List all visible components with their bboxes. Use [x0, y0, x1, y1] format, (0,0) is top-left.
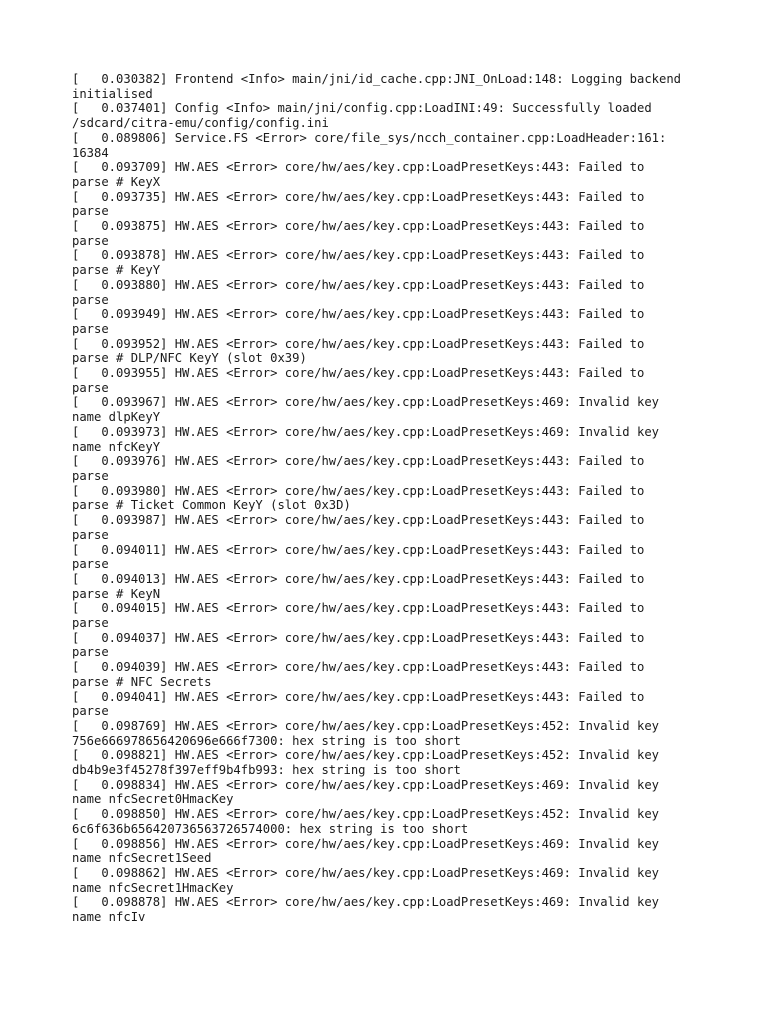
log-entry: [ 0.094041] HW.AES <Error> core/hw/aes/key.cpp:LoadPresetKeys:443: Failed to parse: [72, 689, 645, 719]
log-entry: [ 0.094013] HW.AES <Error> core/hw/aes/key.cpp:LoadPresetKeys:443: Failed to parse # KeyN: [72, 571, 645, 601]
log-entry: [ 0.093973] HW.AES <Error> core/hw/aes/key.cpp:LoadPresetKeys:469: Invalid key name nfcKeyY: [72, 424, 659, 454]
log-entry: [ 0.093976] HW.AES <Error> core/hw/aes/key.cpp:LoadPresetKeys:443: Failed to parse: [72, 454, 645, 483]
log-entry: [ 0.093875] HW.AES <Error> core/hw/aes/key.cpp:LoadPresetKeys:443: Failed to parse: [72, 219, 645, 248]
log-entry: [ 0.098862] HW.AES <Error> core/hw/aes/key.cpp:LoadPresetKeys:469: Invalid key name nfcSecret1HmacKey: [72, 865, 659, 895]
log-entry: [ 0.093709] HW.AES <Error> core/hw/aes/key.cpp:LoadPresetKeys:443: Failed to parse # KeyX: [72, 160, 645, 189]
log-entry: [ 0.093880] HW.AES <Error> core/hw/aes/key.cpp:LoadPresetKeys:443: Failed to parse: [72, 277, 645, 307]
log-entry: [ 0.093967] HW.AES <Error> core/hw/aes/key.cpp:LoadPresetKeys:469: Invalid key name dlpKeyY: [72, 395, 659, 425]
log-entry: [ 0.098821] HW.AES <Error> core/hw/aes/key.cpp:LoadPresetKeys:452: Invalid key db4b9e3f45278f397eff9b4fb993: hex string is too short: [72, 748, 659, 778]
log-entry: [ 0.098878] HW.AES <Error> core/hw/aes/key.cpp:LoadPresetKeys:469: Invalid key name nfcIv: [72, 895, 659, 925]
log-entry: [ 0.098769] HW.AES <Error> core/hw/aes/key.cpp:LoadPresetKeys:452: Invalid key 756e666978656420696e666f7300: hex string is too short: [72, 718, 659, 748]
log-entry: [ 0.089806] Service.FS <Error> core/file_sys/ncch_container.cpp:LoadHeader:161: 16384: [72, 130, 667, 160]
log-entry: [ 0.093949] HW.AES <Error> core/hw/aes/key.cpp:LoadPresetKeys:443: Failed to parse: [72, 307, 645, 336]
log-entry: [ 0.093952] HW.AES <Error> core/hw/aes/key.cpp:LoadPresetKeys:443: Failed to parse # DLP/NFC KeyY (slot 0x39): [72, 336, 645, 366]
log-entry: [ 0.094037] HW.AES <Error> core/hw/aes/key.cpp:LoadPresetKeys:443: Failed to parse: [72, 630, 645, 660]
log-entry: [ 0.093980] HW.AES <Error> core/hw/aes/key.cpp:LoadPresetKeys:443: Failed to parse # Ticket Common KeyY (slot 0x3D): [72, 483, 645, 513]
log-entry: [ 0.098834] HW.AES <Error> core/hw/aes/key.cpp:LoadPresetKeys:469: Invalid key name nfcSecret0HmacKey: [72, 777, 659, 807]
log-entry: [ 0.093735] HW.AES <Error> core/hw/aes/key.cpp:LoadPresetKeys:443: Failed to parse: [72, 189, 645, 219]
log-document: [72, 72, 704, 925]
log-entry: [ 0.098850] HW.AES <Error> core/hw/aes/key.cpp:LoadPresetKeys:452: Invalid key 6c6f636b656420736563726574000: hex string is too short: [72, 807, 659, 836]
log-entry: [ 0.030382] Frontend <Info> main/jni/id_cache.cpp:JNI_OnLoad:148: Logging backend initialised: [72, 72, 682, 101]
log-entry: [ 0.093878] HW.AES <Error> core/hw/aes/key.cpp:LoadPresetKeys:443: Failed to parse # KeyY: [72, 248, 645, 278]
log-entry: [ 0.094039] HW.AES <Error> core/hw/aes/key.cpp:LoadPresetKeys:443: Failed to parse # NFC Secrets: [72, 660, 645, 689]
log-entry: [ 0.037401] Config <Info> main/jni/config.cpp:LoadINI:49: Successfully loaded /sdcard/citra-emu/config/config.ini: [72, 101, 652, 131]
log-entry: [ 0.094011] HW.AES <Error> core/hw/aes/key.cpp:LoadPresetKeys:443: Failed to parse: [72, 542, 645, 572]
log-entry: [ 0.094015] HW.AES <Error> core/hw/aes/key.cpp:LoadPresetKeys:443: Failed to parse: [72, 601, 645, 631]
log-entry: [ 0.098856] HW.AES <Error> core/hw/aes/key.cpp:LoadPresetKeys:469: Invalid key name nfcSecret1Seed: [72, 836, 659, 866]
log-entry: [ 0.093987] HW.AES <Error> core/hw/aes/key.cpp:LoadPresetKeys:443: Failed to parse: [72, 513, 645, 542]
log-entry: [ 0.093955] HW.AES <Error> core/hw/aes/key.cpp:LoadPresetKeys:443: Failed to parse: [72, 366, 645, 395]
